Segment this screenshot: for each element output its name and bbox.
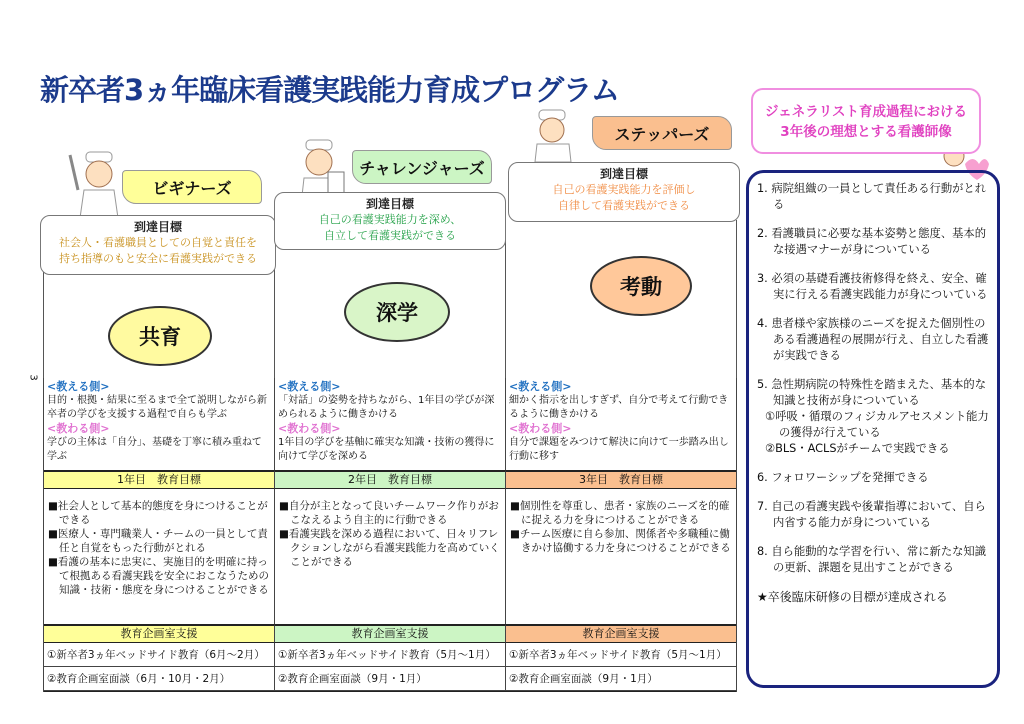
support-item: ②教育企画室面談（6月・10月・2月）: [44, 667, 275, 691]
goal-heading: 到達目標: [599, 167, 648, 181]
ideal-item: 6. フォロワーシップを発揮できる: [757, 471, 929, 484]
ideal-item: 2. 看護職員に必要な基本姿勢と態度、基本的な接遇マナーが身についている: [757, 227, 987, 256]
nurse-illustration-icon: [292, 138, 352, 198]
ideal-subitem: ②BLS・ACLSがチームで実践できる: [765, 442, 950, 455]
edu-goals-year1: ■社会人として基本的態度を身につけることができる ■医療人・専門職業人・チームの一員として責任と自覚をもった行動がとれる ■看護の基本に忠実に、実施目的を明確に持って根拠ある看護実践を安全におこなうための知識・技術・態度を身につけることができる: [44, 489, 275, 624]
goal-text: 自己の看護実践能力を評価し: [552, 183, 696, 196]
goal-box-year1: [40, 215, 276, 275]
support-item: ①新卒者3ヵ年ベッドサイド教育（6月～2月）: [44, 643, 275, 667]
page-number: 3: [27, 374, 39, 381]
flag-steppers: ステッパーズ: [592, 116, 732, 150]
goal-box-year3: [508, 162, 740, 222]
ideal-subitem: ①呼吸・循環のフィジカルアセスメント能力の獲得が行えている: [765, 410, 989, 439]
edu-goals-year3: ■個別性を尊重し、患者・家族のニーズを的確に捉える力を身につけることができる ■チーム医療に自ら参加、関係者や多職種に働きかけ協働する力を身につけることができる: [510, 500, 731, 554]
ideal-heading-box: [751, 88, 981, 154]
keyword-kyoiku: 共育: [108, 306, 212, 366]
nurse-illustration-icon: [525, 108, 585, 163]
edu-header-year2: 2年目 教育目標: [275, 470, 506, 489]
goal-text: 社会人・看護職員としての自覚と責任を: [59, 236, 257, 249]
goal-text: 自己の看護実践能力を深め、: [318, 213, 462, 226]
support-item: ②教育企画室面談（9月・1月）: [275, 667, 506, 691]
support-header-year1: 教育企画室支援: [44, 624, 275, 643]
goal-text: 自律して看護実践ができる: [558, 199, 690, 212]
goal-box-year2: [274, 192, 506, 250]
ideal-item: 8. 自ら能動的な学習を行い、常に新たな知識の更新、課題を見出すことができる: [757, 545, 987, 574]
ideal-footer: ★卒後臨床研修の目標が達成される: [757, 590, 948, 604]
ideal-item: 3. 必須の基礎看護技術修得を終え、安全、確実に行える看護実践能力が身についている: [757, 272, 988, 301]
edu-goals-year2: ■自分が主となって良いチームワーク作りがおこなえるよう自主的に行動できる ■看護実践を深める過程において、日々リフレクションしながら看護実践能力を高めていくことができる: [275, 489, 506, 624]
goal-heading: 到達目標: [133, 220, 182, 234]
support-item: ①新卒者3ヵ年ベッドサイド教育（5月～1月）: [275, 643, 506, 667]
approach-cell: <教える側> 目的・根拠・結果に至るまで全て説明しながら新卒者の学びを支援する過程で自らも学ぶ <教わる側> 学びの主体は「自分」、基礎を丁寧に積み重ねて学ぶ: [44, 378, 275, 470]
keyword-koudou: 考動: [590, 256, 692, 316]
ideal-heading-line: 3年後の理想とする看護師像: [780, 124, 952, 140]
support-header-year2: 教育企画室支援: [275, 624, 506, 643]
goal-text: 持ち指導のもと安全に看護実践ができる: [59, 252, 257, 265]
ideal-heading-line: ジェネラリスト育成過程における: [765, 104, 967, 120]
ideal-nurse-panel: [746, 170, 1000, 688]
support-header-year3: 教育企画室支援: [506, 624, 736, 643]
support-item: ②教育企画室面談（9月・1月）: [506, 667, 736, 691]
ideal-item: 1. 病院組織の一員として責任ある行動がとれる: [757, 182, 987, 211]
page-title: 新卒者3ヵ年臨床看護実践能力育成プログラム: [40, 73, 619, 107]
edu-header-year1: 1年目 教育目標: [44, 470, 275, 489]
ideal-item: 4. 患者様や家族様のニーズを捉えた個別性のある看護過程の展開が行え、自立した看護が実践できる: [757, 317, 989, 362]
flag-beginners: ビギナーズ: [122, 170, 262, 204]
approach-cell: <教える側> 「対話」の姿勢を持ちながら、1年目の学びが深められるように働きかける <教わる側> 1年目の学びを基軸に確実な知識・技術の獲得に向けて学びを深める: [275, 378, 506, 470]
keyword-shingaku: 深学: [344, 282, 450, 342]
ideal-item: 7. 自己の看護実践や後輩指導において、自ら内省する能力が身についている: [757, 500, 986, 529]
flag-challengers: チャレンジャーズ: [352, 150, 492, 184]
nurse-illustration-icon: [62, 150, 122, 220]
support-item: ①新卒者3ヵ年ベッドサイド教育（5月～1月）: [506, 643, 736, 667]
edu-header-year3: 3年目 教育目標: [506, 470, 736, 489]
program-table: [43, 378, 737, 692]
goal-heading: 到達目標: [365, 197, 414, 211]
goal-text: 自立して看護実践ができる: [324, 229, 456, 242]
approach-cell: <教える側> 細かく指示を出しすぎず、自分で考えて行動できるように働きかける <教わる側> 自分で課題をみつけて解決に向けて一歩踏み出し行動に移す: [509, 380, 729, 462]
ideal-item: 5. 急性期病院の特殊性を踏まえた、基本的な知識と技術が身についている: [757, 378, 987, 407]
